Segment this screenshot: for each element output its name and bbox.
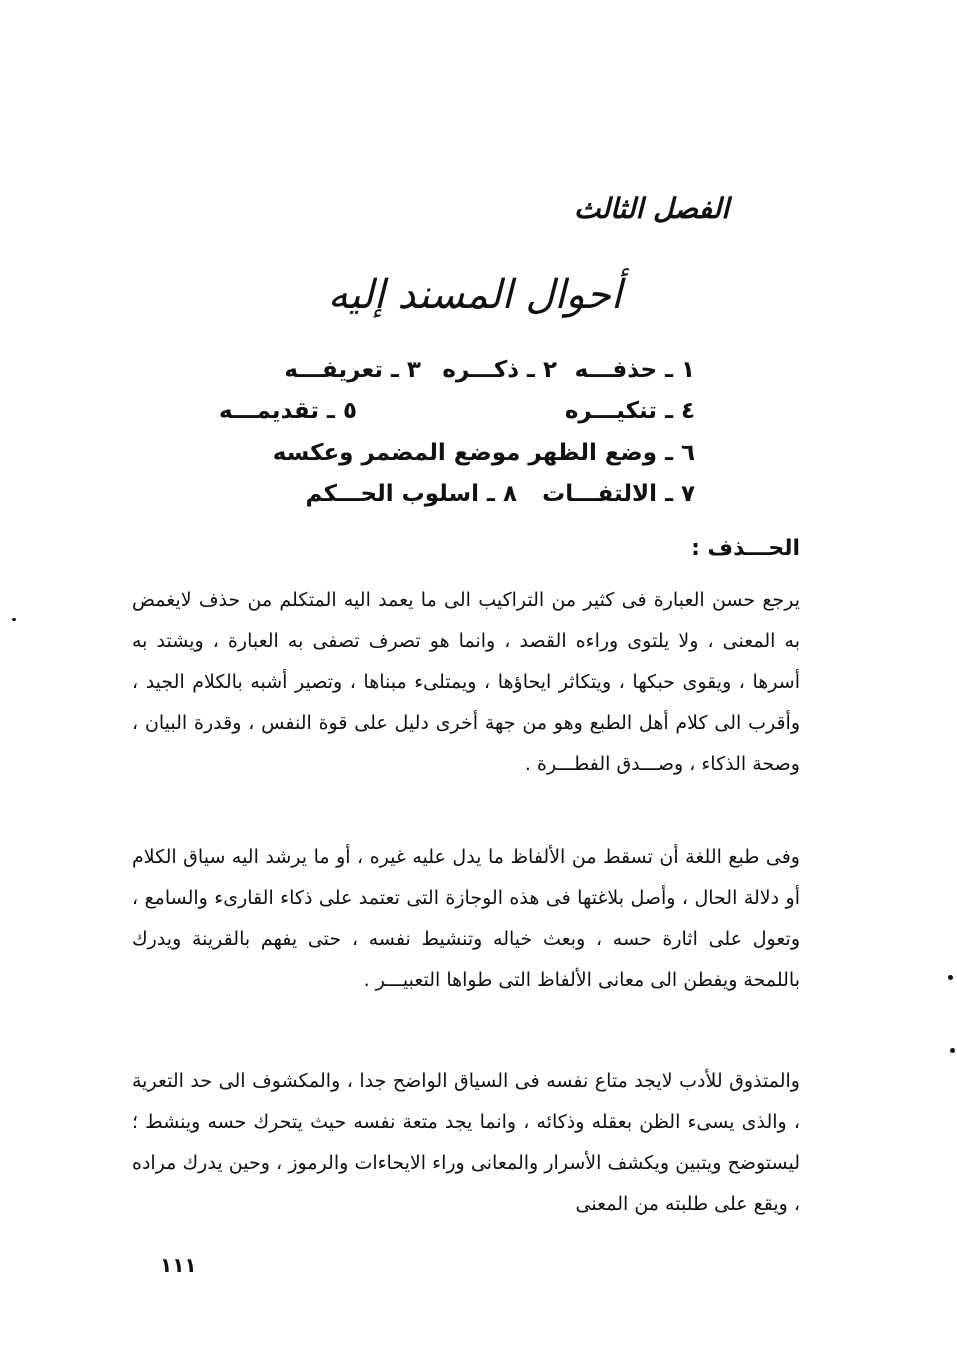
- scan-speck: [948, 975, 953, 980]
- chapter-label: الفصل الثالث: [573, 192, 729, 225]
- toc-item: ٤ ـ تنكيـــره: [564, 398, 695, 424]
- paragraph: وفى طبع اللغة أن تسقط من الألفاظ ما يدل عليه غيره ، أو ما يرشد اليه سياق الكلام أو دلالة الحال ، وأصل بلاغتها فى هذه الوجازة التى تعتمد على ذكاء القارىء والسامع ، وتعول على اثارة حسه ، وبعث خياله وتنشيط نفسه ، حتى يفهم بالقرينة ويدرك باللمحة ويفطن الى معانى الألفاظ التى طواها التعبيـــر .: [132, 846, 800, 991]
- toc-item: ١ ـ حذفـــه: [574, 357, 695, 383]
- toc-row: [273, 440, 695, 466]
- scan-speck: [950, 1048, 955, 1053]
- toc-item: ٨ ـ اسلوب الحـــكم: [305, 481, 517, 507]
- toc-item: ٦ ـ وضع الظهر موضع المضمر وعكسه: [272, 440, 695, 466]
- toc-item: ٣ ـ تعريفـــه: [284, 357, 421, 383]
- toc-row: [207, 398, 695, 424]
- page-number: ١١١: [160, 1253, 197, 1277]
- toc-item: ٢ ـ ذكـــره: [442, 357, 557, 383]
- toc-row: [297, 481, 695, 507]
- toc-item: ٥ ـ تقديمـــه: [218, 398, 357, 424]
- page-title: أحوال المسند إليه: [327, 272, 622, 318]
- paragraph: والمتذوق للأدب لايجد متاع نفسه فى السياق الواضح جدا ، والمكشوف الى حد التعرية ، والذى يسىء الظن بعقله وذكائه ، وانما يجد متعة نفسه حيث يتحرك حسه وينشط ؛ ليستوضح ويتبين ويكشف الأسرار والمعانى وراء الايحاءات والرموز ، وحين يدرك مراده ، ويقع على طلبته من المعنى: [132, 1070, 800, 1215]
- section-heading: الحـــذف :: [691, 536, 800, 561]
- toc-row: [221, 357, 695, 383]
- toc-item: ٧ ـ الالتفـــات: [542, 481, 695, 507]
- paragraph: يرجع حسن العبارة فى كثير من التراكيب الى ما يعمد اليه المتكلم من حذف لايغمض به المعنى ، ولا يلتوى وراءه القصد ، وانما هو تصرف تصفى به العبارة ، ويشتد به أسرها ، ويقوى حبكها ، ويتكاثر ايحاؤها ، ويمتلىء مبناها ، وتصير أشبه بالكلام الجيد ، وأقرب الى كلام أهل الطبع وهو من جهة أخرى دليل على قوة النفس ، وقدرة البيان ، وصحة الذكاء ، وصـــدق الفطـــرة .: [132, 589, 800, 775]
- scan-speck: [12, 618, 16, 621]
